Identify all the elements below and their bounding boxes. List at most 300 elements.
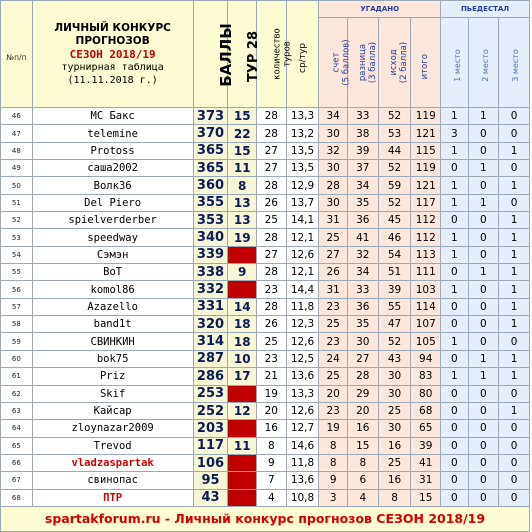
guessed-total-cell: 65 [411,420,441,437]
second-place-cell: 0 [468,212,499,229]
guessed-total-cell: 112 [411,212,441,229]
title-line2: ПРОГНОЗОВ [75,34,150,47]
exact-score-cell: 28 [319,177,348,194]
exact-score-cell: 23 [319,333,348,350]
tours-count-cell: 27 [257,246,287,263]
tour-points-cell [228,281,257,298]
first-place-cell: 1 [441,281,469,298]
row-number: 62 [1,385,33,402]
tour-points-cell: 15 [228,108,257,125]
avg-per-tour-cell: 11,8 [286,298,319,315]
avg-per-tour-cell: 12,5 [286,350,319,367]
tours-count-cell: 27 [257,142,287,159]
outcome-cell: 25 [378,402,411,419]
second-place-cell: 0 [468,420,499,437]
exact-score-cell: 32 [319,142,348,159]
avg-per-tour-cell: 14,6 [286,437,319,454]
points-cell: 314 [193,333,228,350]
guessed-total-cell: 94 [411,350,441,367]
third-place-cell: 1 [499,229,530,246]
avg-per-tour-cell: 14,4 [286,281,319,298]
row-number: 50 [1,177,33,194]
table-row [1,333,530,350]
tour-points-cell: 8 [228,177,257,194]
table-row [1,229,530,246]
first-place-cell: 1 [441,229,469,246]
player-name: band1t [32,316,193,333]
second-place-cell: 1 [468,264,499,281]
player-name: vladzaspartak [32,454,193,471]
tour-points-cell: 12 [228,402,257,419]
third-place-cell: 0 [499,489,530,506]
outcome-cell: 25 [378,454,411,471]
exact-score-cell: 24 [319,350,348,367]
third-place-cell: 0 [499,385,530,402]
first-place-cell: 1 [441,368,469,385]
points-cell: 355 [193,194,228,211]
player-name: komol86 [32,281,193,298]
guessed-total-cell: 41 [411,454,441,471]
table-row [1,281,530,298]
tours-count-cell: 8 [257,437,287,454]
second-place-cell: 0 [468,281,499,298]
avg-per-tour-cell: 13,6 [286,472,319,489]
first-place-cell: 0 [441,264,469,281]
tours-count-cell: 23 [257,350,287,367]
tour-points-cell [228,246,257,263]
col-score-header: счет (5 баллов) [319,18,348,108]
row-number: 57 [1,298,33,315]
second-place-cell: 0 [468,125,499,142]
exact-score-cell: 30 [319,125,348,142]
player-name: Skif [32,385,193,402]
points-cell: 287 [193,350,228,367]
outcome-cell: 30 [378,420,411,437]
third-place-cell: 0 [499,437,530,454]
guessed-total-cell: 105 [411,333,441,350]
second-place-cell: 1 [468,160,499,177]
exact-score-cell: 31 [319,281,348,298]
guessed-total-cell: 107 [411,316,441,333]
goal-diff-cell: 39 [347,142,378,159]
points-cell: 331 [193,298,228,315]
col-diff-header: разница (3 балла) [347,18,378,108]
second-place-cell: 0 [468,142,499,159]
tour-points-cell: 19 [228,229,257,246]
avg-per-tour-cell: 13,7 [286,194,319,211]
points-cell: 340 [193,229,228,246]
goal-diff-cell: 36 [347,298,378,315]
table-row [1,194,530,211]
second-place-cell: 1 [468,108,499,125]
second-place-cell: 0 [468,333,499,350]
first-place-cell: 0 [441,454,469,471]
player-name: bok75 [32,350,193,367]
goal-diff-cell: 35 [347,316,378,333]
col-place2-header: 2 место [468,18,499,108]
player-name: Azazello [32,298,193,315]
outcome-cell: 46 [378,229,411,246]
player-name: speedway [32,229,193,246]
guessed-total-cell: 80 [411,385,441,402]
guessed-total-cell: 119 [411,160,441,177]
table-row [1,385,530,402]
first-place-cell: 0 [441,385,469,402]
outcome-cell: 52 [378,194,411,211]
goal-diff-cell: 16 [347,420,378,437]
second-place-cell: 0 [468,177,499,194]
goal-diff-cell: 33 [347,108,378,125]
tours-count-cell: 16 [257,420,287,437]
exact-score-cell: 34 [319,108,348,125]
first-place-cell: 0 [441,160,469,177]
avg-per-tour-cell: 11,8 [286,454,319,471]
title-line1: ЛИЧНЫЙ КОНКУРС [54,21,171,34]
outcome-cell: 30 [378,385,411,402]
third-place-cell: 0 [499,108,530,125]
season-label: СЕЗОН 2018/19 [69,47,156,61]
exact-score-cell: 20 [319,385,348,402]
points-cell: 203 [193,420,228,437]
first-place-cell: 0 [441,472,469,489]
exact-score-cell: 26 [319,264,348,281]
guessed-total-cell: 15 [411,489,441,506]
table-row [1,350,530,367]
outcome-cell: 43 [378,350,411,367]
goal-diff-cell: 29 [347,385,378,402]
player-name: Trevod [32,437,193,454]
second-place-cell: 1 [468,350,499,367]
avg-per-tour-cell: 12,9 [286,177,319,194]
row-number: 67 [1,472,33,489]
points-cell: 338 [193,264,228,281]
row-number: 53 [1,229,33,246]
third-place-cell: 0 [499,125,530,142]
player-name: zloynazar2009 [32,420,193,437]
third-place-cell: 1 [499,298,530,315]
second-place-cell: 0 [468,246,499,263]
outcome-cell: 44 [378,142,411,159]
second-place-cell: 0 [468,472,499,489]
third-place-cell: 0 [499,194,530,211]
exact-score-cell: 25 [319,368,348,385]
tours-count-cell: 28 [257,108,287,125]
goal-diff-cell: 33 [347,281,378,298]
row-number: 46 [1,108,33,125]
first-place-cell: 1 [441,246,469,263]
avg-per-tour-cell: 12,3 [286,316,319,333]
third-place-cell: 0 [499,333,530,350]
outcome-cell: 55 [378,298,411,315]
points-cell: 106 [193,454,228,471]
guessed-total-cell: 113 [411,246,441,263]
avg-per-tour-cell: 13,3 [286,108,319,125]
points-cell: 43 [193,489,228,506]
outcome-cell: 47 [378,316,411,333]
goal-diff-cell: 28 [347,368,378,385]
points-cell: 320 [193,316,228,333]
avg-per-tour-cell: 10,8 [286,489,319,506]
player-name: Сэмэн [32,246,193,263]
points-cell: 286 [193,368,228,385]
outcome-cell: 39 [378,281,411,298]
table-row [1,264,530,281]
second-place-cell: 1 [468,194,499,211]
avg-per-tour-cell: 12,7 [286,420,319,437]
table-row [1,316,530,333]
guessed-total-cell: 121 [411,177,441,194]
outcome-cell: 52 [378,108,411,125]
third-place-cell: 1 [499,350,530,367]
table-row [1,108,530,125]
guessed-total-cell: 68 [411,402,441,419]
first-place-cell: 0 [441,316,469,333]
tours-count-cell: 28 [257,125,287,142]
goal-diff-cell: 6 [347,472,378,489]
points-cell: 373 [193,108,228,125]
goal-diff-cell: 8 [347,454,378,471]
table-body [1,108,530,507]
first-place-cell: 0 [441,489,469,506]
avg-per-tour-cell: 14,1 [286,212,319,229]
date-label: (11.11.2018 г.) [67,74,158,86]
points-cell: 353 [193,212,228,229]
goal-diff-cell: 27 [347,350,378,367]
avg-per-tour-cell: 12,6 [286,246,319,263]
second-place-cell: 0 [468,385,499,402]
second-place-cell: 0 [468,298,499,315]
third-place-cell: 0 [499,454,530,471]
row-number: 64 [1,420,33,437]
table-row [1,298,530,315]
goal-diff-cell: 32 [347,246,378,263]
tours-count-cell: 20 [257,402,287,419]
subtitle: турнирная таблица [61,61,164,73]
outcome-cell: 52 [378,333,411,350]
tours-count-cell: 26 [257,194,287,211]
second-place-cell: 0 [468,437,499,454]
guessed-total-cell: 103 [411,281,441,298]
row-number: 60 [1,350,33,367]
avg-per-tour-cell: 13,3 [286,385,319,402]
player-name: свинопас [32,472,193,489]
tours-count-cell: 19 [257,385,287,402]
tours-count-cell: 25 [257,333,287,350]
third-place-cell: 0 [499,420,530,437]
first-place-cell: 1 [441,142,469,159]
goal-diff-cell: 34 [347,264,378,281]
outcome-cell: 53 [378,125,411,142]
outcome-cell: 16 [378,437,411,454]
goal-diff-cell: 35 [347,194,378,211]
tour-points-cell [228,489,257,506]
row-number: 63 [1,402,33,419]
player-name: ПТР [32,489,193,506]
exact-score-cell: 3 [319,489,348,506]
row-number: 56 [1,281,33,298]
tour-points-cell [228,472,257,489]
guessed-total-cell: 115 [411,142,441,159]
header-row-top [1,1,530,18]
col-num-header: №п/п [1,1,33,108]
tour-points-cell [228,420,257,437]
outcome-cell: 52 [378,160,411,177]
tour-points-cell: 15 [228,142,257,159]
exact-score-cell: 23 [319,402,348,419]
col-balls-header: БАЛЛЫ [193,1,228,108]
avg-per-tour-cell: 12,6 [286,402,319,419]
tour-points-cell: 17 [228,368,257,385]
third-place-cell: 0 [499,160,530,177]
table-row [1,160,530,177]
third-place-cell: 1 [499,281,530,298]
tours-count-cell: 28 [257,298,287,315]
third-place-cell: 0 [499,472,530,489]
row-number: 66 [1,454,33,471]
player-name: Priz [32,368,193,385]
guessed-total-cell: 39 [411,437,441,454]
row-number: 47 [1,125,33,142]
table-row [1,246,530,263]
player-name: Del Piero [32,194,193,211]
outcome-cell: 16 [378,472,411,489]
table-row [1,125,530,142]
exact-score-cell: 27 [319,246,348,263]
exact-score-cell: 30 [319,160,348,177]
goal-diff-cell: 15 [347,437,378,454]
guessed-total-cell: 117 [411,194,441,211]
exact-score-cell: 30 [319,194,348,211]
col-avg-header: ср/тур [286,1,319,108]
player-name: telemine [32,125,193,142]
points-cell: 95 [193,472,228,489]
goal-diff-cell: 20 [347,402,378,419]
second-place-cell: 0 [468,454,499,471]
guessed-total-cell: 83 [411,368,441,385]
avg-per-tour-cell: 13,5 [286,160,319,177]
second-place-cell: 0 [468,316,499,333]
first-place-cell: 0 [441,212,469,229]
player-name: СВИНКИН [32,333,193,350]
table-row [1,177,530,194]
avg-per-tour-cell: 12,1 [286,229,319,246]
points-cell: 365 [193,142,228,159]
goal-diff-cell: 30 [347,333,378,350]
tours-count-cell: 7 [257,472,287,489]
tour-points-cell [228,454,257,471]
guessed-total-cell: 31 [411,472,441,489]
third-place-cell: 1 [499,368,530,385]
goal-diff-cell: 36 [347,212,378,229]
avg-per-tour-cell: 13,6 [286,368,319,385]
exact-score-cell: 31 [319,212,348,229]
avg-per-tour-cell: 12,6 [286,333,319,350]
points-cell: 252 [193,402,228,419]
row-number: 55 [1,264,33,281]
tours-count-cell: 4 [257,489,287,506]
tours-count-cell: 21 [257,368,287,385]
row-number: 51 [1,194,33,211]
table-row [1,489,530,506]
player-name: МС Бакс [32,108,193,125]
tours-count-cell: 9 [257,454,287,471]
third-place-cell: 1 [499,264,530,281]
third-place-cell: 1 [499,246,530,263]
exact-score-cell: 23 [319,298,348,315]
player-name: Protoss [32,142,193,159]
tour-points-cell: 10 [228,350,257,367]
table-row [1,212,530,229]
avg-per-tour-cell: 13,2 [286,125,319,142]
tours-count-cell: 25 [257,212,287,229]
goal-diff-cell: 41 [347,229,378,246]
guessed-total-cell: 114 [411,298,441,315]
first-place-cell: 1 [441,177,469,194]
exact-score-cell: 25 [319,229,348,246]
points-cell: 117 [193,437,228,454]
table-row [1,402,530,419]
points-cell: 332 [193,281,228,298]
first-place-cell: 1 [441,194,469,211]
title-block [32,1,193,108]
points-cell: 339 [193,246,228,263]
avg-per-tour-cell: 12,1 [286,264,319,281]
player-name: spielverderber [32,212,193,229]
outcome-cell: 45 [378,212,411,229]
tours-count-cell: 28 [257,229,287,246]
goal-diff-cell: 38 [347,125,378,142]
guessed-group-header: УГАДАНО [319,1,441,18]
row-number: 61 [1,368,33,385]
table-row [1,437,530,454]
first-place-cell: 0 [441,437,469,454]
row-number: 48 [1,142,33,159]
col-place1-header: 1 место [441,18,469,108]
guessed-total-cell: 112 [411,229,441,246]
tours-count-cell: 23 [257,281,287,298]
tours-count-cell: 28 [257,177,287,194]
first-place-cell: 3 [441,125,469,142]
row-number: 58 [1,316,33,333]
exact-score-cell: 19 [319,420,348,437]
tour-points-cell: 11 [228,437,257,454]
outcome-cell: 54 [378,246,411,263]
tour-points-cell [228,385,257,402]
tours-count-cell: 26 [257,316,287,333]
second-place-cell: 0 [468,489,499,506]
guessed-total-cell: 111 [411,264,441,281]
second-place-cell: 0 [468,229,499,246]
third-place-cell: 1 [499,212,530,229]
exact-score-cell: 9 [319,472,348,489]
tour-points-cell: 22 [228,125,257,142]
exact-score-cell: 8 [319,454,348,471]
tour-points-cell: 18 [228,333,257,350]
col-outcome-header: исход (2 балла) [378,18,411,108]
tour-points-cell: 13 [228,212,257,229]
player-name: BoT [32,264,193,281]
col-tours-header: количество туров [257,1,287,108]
avg-per-tour-cell: 13,5 [286,142,319,159]
col-tur-header: ТУР 28 [228,1,257,108]
table-row [1,454,530,471]
first-place-cell: 0 [441,350,469,367]
goal-diff-cell: 37 [347,160,378,177]
points-cell: 365 [193,160,228,177]
points-cell: 253 [193,385,228,402]
outcome-cell: 59 [378,177,411,194]
tour-points-cell: 14 [228,298,257,315]
